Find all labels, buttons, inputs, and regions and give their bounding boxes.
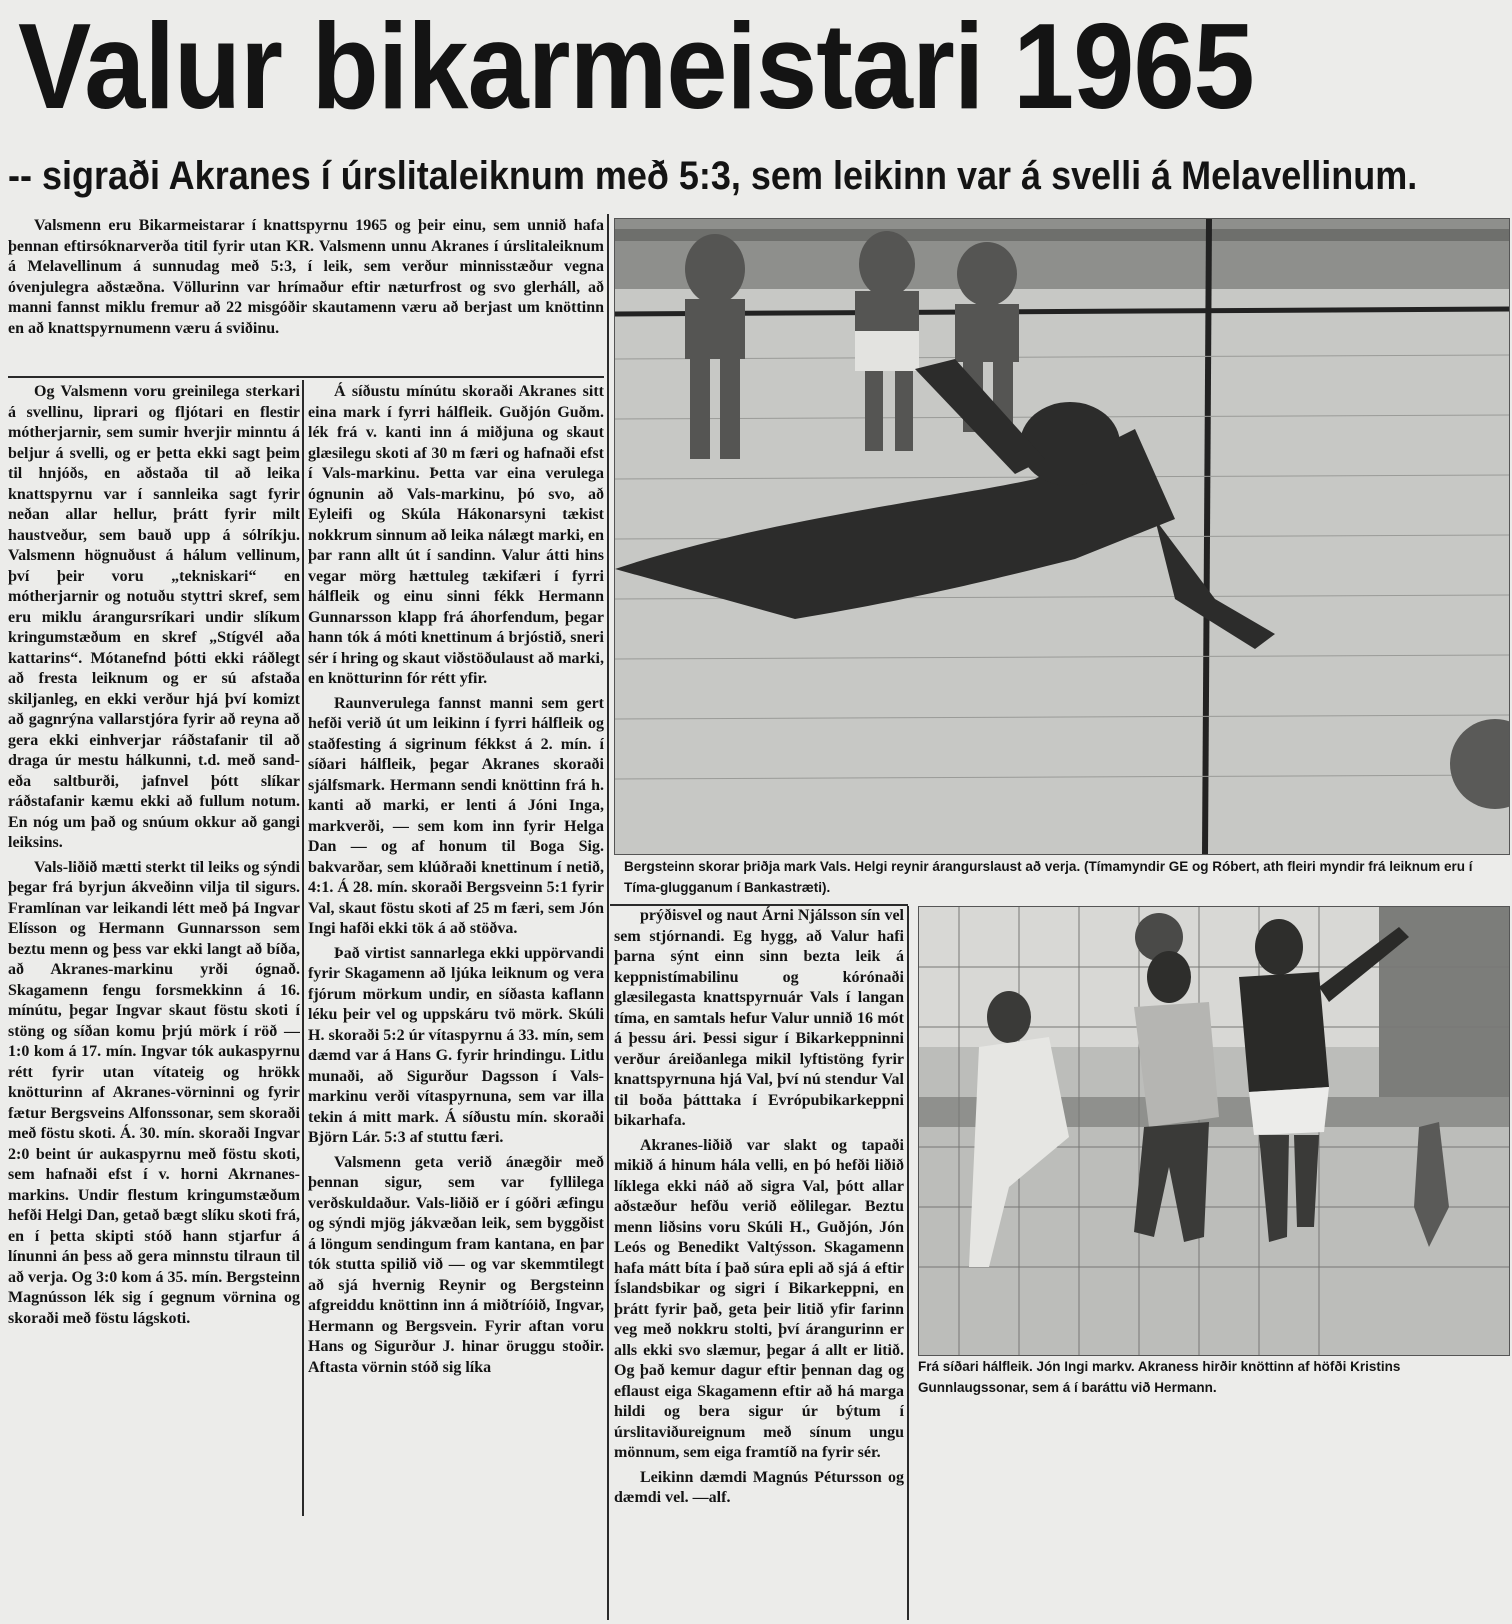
lead-divider <box>8 376 604 378</box>
photo-1-caption <box>624 856 1504 904</box>
column-divider <box>907 906 909 1620</box>
photo-2-caption <box>918 1356 1506 1404</box>
headline: Valur bikarmeistari 1965 <box>18 0 1254 134</box>
col2-paragraph: Raunverulega fannst manni sem gert hefði verið út um leikinn í fyrri hálfleik og staðfesting á sigrinum fékkst á 2. mín. í síðari hálfleik, þegar Akranes skoraði sjálfsmark. Hermann sendi knöttinn frá h. kanti að marki, er lenti á Jóni Inga, markverði, — sem kom inn fyrir Helga Dan — og af honum til Boga Sig. bakvarðar, sem klúðraði knettinum í netið, 4:1. Á 28. mín. skoraði Bergsveinn 5:1 fyrir Val, skaut föstu skoti af 25 m færi, sem Jón Ingi hafði ekki tök á að stöðva. <box>308 694 604 937</box>
lead-text: Valsmenn eru Bikarmeistarar í knattspyrnu 1965 og þeir einu, sem unnið hafa þennan eftirsóknarverða titil fyrir utan KR. Valsmenn unnu Akranes í úrslitaleiknum á Melavellinum á sunnudag með 5:3, í leik, sem verður minnisstæður vegna óvenjulegra aðstæðna. Völlurinn var hrímaður eftir næturfrost og svo glerháll, að manni fannst miklu fremur að 22 misgóðir skautamenn væru að berjast um knöttinn en að knattspyrnumenn væru á sviðinu. <box>8 217 604 337</box>
col3-paragraph: prýðisvel og naut Árni Njálsson sín vel sem stjórnandi. Eg hygg, að Valur hafi þarna sýnt einn sinn bezta leik á keppnistímabilinu og kórónaði glæsilegasta knattspyrnuár Vals í langan tíma, en samtals hefur Valur unnið 16 mót á þessu ári. Þessi sigur í Bikarkeppninni verður áreiðanlega mikil lyftistöng fyrir knattspyrnuna hjá Val, því nú stendur Val til boða þátttaka í Evrópubikarkeppni bikarhafa. <box>614 907 904 1129</box>
photo-2-illustration <box>919 907 1509 1355</box>
col2-paragraph: Valsmenn geta verið ánægðir með þennan sigur, sem var fyllilega verðskuldaður. Vals-liðið er í góðri æfingu og sýndi mjög jákvæðan leik, sem byggðist á löngum sendingum fram kantana, en þar tók stutta spilið við — og var skemmtilegt að sjá hvernig Reynir og Bergsteinn afgreiddu knöttinn inn á miðtríóið, Ingvar, Hermann og Bergsvein. Fyrir aftan voru Hans og Sigurður J. hinar öruggu stoðir. Aftasta vörnin stóð sig líka <box>308 1153 604 1376</box>
lead-paragraph <box>8 216 604 372</box>
subheadline: -- sigraði Akranes í úrslitaleiknum með 5:3, sem leikinn var á svelli á Melavellinum. <box>8 154 1418 198</box>
article-column-1 <box>8 382 300 1512</box>
photo-goalkeeper-dive <box>614 218 1510 855</box>
photo-1-illustration <box>615 219 1509 854</box>
col3-paragraph: Leikinn dæmdi Magnús Pétursson og dæmdi vel. —alf. <box>614 1468 904 1506</box>
column-divider <box>302 380 304 1516</box>
col2-paragraph: Það virtist sannarlega ekki uppörvandi fyrir Skagamenn að ljúka leiknum og vera fjórum mörkum undir, en síðasta kaflann léku þeir vel og uppskáru tvö mörk. Skúli H. skoraði 5:2 úr vítaspyrnu á 33. mín, sem dæmd var á Hans G. fyrir hrindingu. Litlu munaði, að Sigurður Dagsson í Vals-markinu verði vítaspyrnuna, sem var illa tekin á mitt mark. Á síðustu mín. skoraði Björn Lár. 5:3 af stuttu færi. <box>308 944 604 1146</box>
col2-paragraph: Á síðustu mínútu skoraði Akranes sitt eina mark í fyrri hálfleik. Guðjón Guðm. lék frá v. kanti inn á miðjuna og skaut glæsilegu skoti af 30 m færi og hafnaði efst í Vals-markinu. Þetta var eina verulega ógnunin að Vals-markinu, þó svo, að Eyleifi og Skúla Hákonarsyni tækist nokkrum sinnum að leika nálægt marki, en þar rann allt út í sandinn. Valur átti hins vegar mörg hættuleg tækifæri í fyrri hálfleik og einu sinni fékk Hermann Gunnarsson klapp frá áhorfendum, þegar hann tók á móti knettinum á brjóstið, sneri sér í hring og skaut viðstöðulaust að marki, en knötturinn fór rétt yfir. <box>308 383 604 687</box>
col3-paragraph: Akranes-liðið var slakt og tapaði mikið á hinum hála velli, en þó hefði liðið líklega ekki náð að sigra Val, þótt allar aðstæður hefðu verið eðlilegar. Beztu menn liðsins voru Skúli H., Guðjón, Jón Leós og Benedikt Valtýsson. Skagamenn hafa mátt bíta í það súra epli að sjá á eftir Íslandsbikar og sigri í Bikarkeppni, en þrátt fyrir það, geta þeir litið yfir farinn veg með nokkru stolti, því árangurinn er alls ekki svo slæmur, þegar á allt er litið. Og það kemur dagur eftir þennan dag og eflaust eiga Skagamenn eftir að há marga hildi og bera sigur úr býtum í úrslitaviðureignum með sínum ungu mönnum, sem eiga framtíð na fyrir sér. <box>614 1136 904 1461</box>
article-column-2 <box>308 382 604 1618</box>
col1-paragraph: Og Valsmenn voru greinilega sterkari á svellinu, liprari og fljótari en flestir mótherjarnir, sem sumir hverjir minntu á beljur á svelli, og er þetta ekki sagt þeim til hnjóðs, en aðstaða til að leika knattspyrnu var í sannleika sagt fyrir neðan allar hellur, þrátt fyrir milt haustveður, sem bauð upp á sólríkju. Valsmenn högnuðust á hálum vellinum, því þeir voru „tekniskari“ en mótherjarnir og notuðu styttri skref, sem eru miklu árangursríkari undir slíkum kringumstæðum en skref „Stígvél aða kattarins“. Mótanefnd þótti ekki ráðlegt að fresta leiknum og er sú afstaða skiljanleg, en ekki verður hjá því komizt að gagnrýna vallarstjóra fyrir að reyna að gera ekki einhverjar ráðstafanir til að draga úr mestu hálkunni, t.d. með sand- eða saltburði, jafnvel þótt slíkar ráðstafanir kæmu ekki að fullum notum. En nóg um það og snúum okkur að gangi leiksins. <box>8 383 300 851</box>
column-divider <box>607 214 609 1620</box>
photo-1-caption-text: Bergsteinn skorar þriðja mark Vals. Helgi reynir árangurslaust að verja. (Tímamyndir GE og Róbert, ath fleiri myndir frá leiknum eru í Tíma-glugganum í Bankastræti). <box>624 859 1473 895</box>
photo-2-caption-text: Frá síðari hálfleik. Jón Ingi markv. Akraness hirðir knöttinn af höfði Kristins Gunnlaugssonar, sem á í baráttu við Hermann. <box>918 1359 1401 1395</box>
col1-paragraph: Vals-liðið mætti sterkt til leiks og sýndi þegar frá byrjun ákveðinn vilja til sigurs. Framlínan var leikandi létt með þá Ingvar Elísson og Hermann Gunnarsson sem beztu menn og þess var ekki langt að bíða, að Akranes-markinu yrði ógnað. Skagamenn fengu forsmekkinn á 16. mínútu, þegar Ingvar skaut föstu skoti í stöng og síðan komu þrjú mörk í röð — 1:0 kom á 17. mín. Ingvar tók aukaspyrnu rétt fyrir utan vítateig og hrökk knötturinn af Akranes-vörninni og fyrir fætur Bergsveins Alfonssonar, sem skoraði með föstu skoti. Á. 30. mín. skoraði Ingvar 2:0 beint úr aukaspyrnu með föstu skoti, sem hafnaði efst í v. horni Akrnanes-markins. Undir flestum kringumstæðum hefði Helgi Dan, getað bægt slíku skoti frá, en í þetta skipti stóð hann stjarfur á línunni án þess að gera minnstu tilraun til að verja. Og 3:0 kom á 35. mín. Bergsteinn Magnússon lék sig í gegnum vörnina og skoraði með föstu lágskoti. <box>8 858 300 1327</box>
photo-header-duel <box>918 906 1510 1356</box>
article-column-3 <box>614 906 904 1618</box>
